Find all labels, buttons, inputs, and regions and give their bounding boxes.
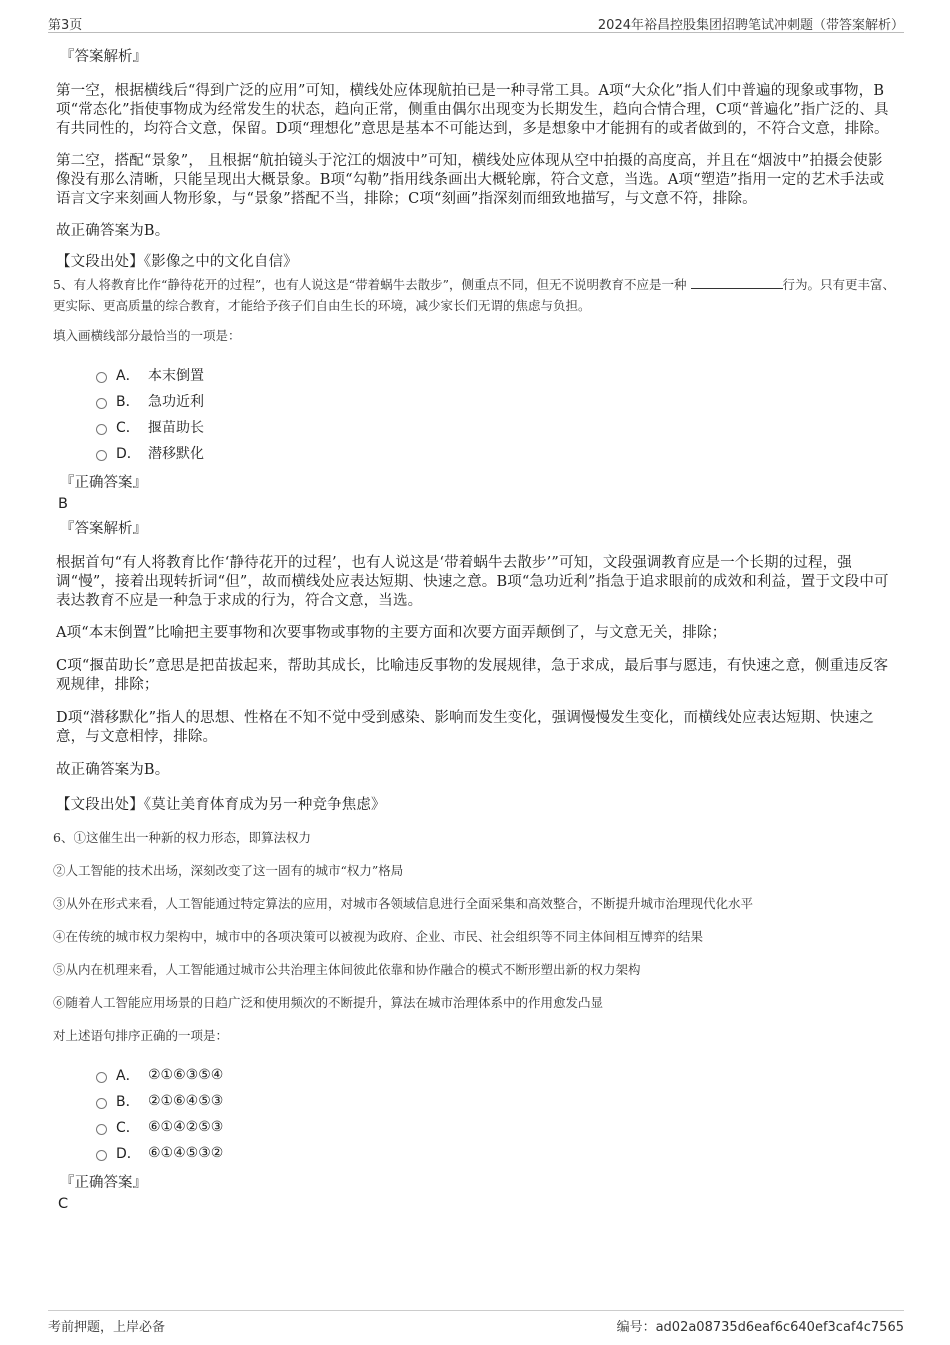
option-letter: A．	[116, 368, 140, 384]
answer-heading: 『正确答案』	[60, 1175, 147, 1191]
option-letter: C．	[116, 420, 140, 436]
source-citation: 【文段出处】《影像之中的文化自信》	[56, 254, 298, 270]
explain-heading: 『答案解析』	[60, 521, 147, 537]
option-letter: C．	[116, 1120, 140, 1136]
explain-conclusion: 故正确答案为B。	[56, 762, 170, 778]
radio-button[interactable]	[96, 398, 107, 409]
answer-blank	[691, 276, 783, 289]
radio-button[interactable]	[96, 450, 107, 461]
option-c[interactable]	[96, 414, 896, 440]
option-text: 急功近利	[148, 394, 204, 410]
option-text: 揠苗助长	[148, 420, 204, 436]
options-list	[96, 362, 896, 466]
page-header	[48, 12, 904, 33]
radio-button[interactable]	[96, 1072, 107, 1083]
document-title: 2024年裕昌控股集团招聘笔试冲刺题（带答案解析）	[597, 18, 904, 33]
option-letter: B．	[116, 394, 140, 410]
question-prompt: 填入画横线部分最恰当的一项是：	[53, 328, 241, 343]
page-number: 第3页	[48, 18, 83, 33]
explain-paragraph: 第二空，搭配“景象”， 且根据“航拍镜头于沱江的烟波中”可知，横线处应体现从空中拍摄的高度高，并且在“烟波中”拍摄会使影像没有那么清晰，只能呈现出大概景象。B项“勾勒”指用线条画出大概轮廓，符合文意，当选。A项“塑造”指用一定的艺术手法或语言文字来刻画人物形象，与“景象”搭配不当，排除；C项“刻画”指深刻而细致地描写，与文意不符，排除。	[56, 153, 885, 207]
page-footer	[48, 1310, 904, 1335]
radio-button[interactable]	[96, 372, 107, 383]
answer-heading: 『正确答案』	[60, 475, 147, 491]
explain-paragraph: 第一空，根据横线后“得到广泛的应用”可知，横线处应体现航拍已是一种寻常工具。A项“大众化”指人们中普遍的现象或事物，B项“常态化”指使事物成为经常发生的状态，趋向正常，侧重由偶尔出现变为长期发生，趋向合情合理，C项“普遍化”指广泛的、具有共同性的，均符合文意，保留。D项“理想化”意思是基本不可能达到，多是想象中才能拥有的或者做到的，不符合文意，排除。	[56, 83, 889, 137]
option-a[interactable]	[96, 362, 896, 388]
document-id: 编号：ad02a08735d6eaf6c640ef3caf4c7565	[616, 1320, 904, 1335]
explain-heading: 『答案解析』	[60, 49, 147, 65]
explain-paragraph: D项“潜移默化”指人的思想、性格在不知不觉中受到感染、影响而发生变化，强调慢慢发生变化，而横线处应表达短期、快速之意，与文意相悖，排除。	[56, 710, 874, 745]
radio-button[interactable]	[96, 424, 107, 435]
stem-part: 行为。只有更丰富、更实际、更高质量的综合教育，才能给予孩子们自由生长的环境，减少家长们无谓的焦虑与负担。	[53, 277, 896, 313]
sentence-item: ⑤从内在机理来看，人工智能通过城市公共治理主体间彼此依靠和协作融合的模式不断形塑出新的权力架构	[53, 962, 641, 977]
option-text: ⑥①④⑤③②	[148, 1145, 224, 1161]
sentence-item: ②人工智能的技术出场，深刻改变了这一固有的城市“权力”格局	[53, 863, 404, 878]
option-letter: A．	[116, 1068, 140, 1084]
correct-answer: C	[58, 1196, 69, 1212]
option-letter: D．	[116, 1146, 141, 1162]
option-c[interactable]	[96, 1114, 896, 1140]
radio-button[interactable]	[96, 1150, 107, 1161]
option-text: ⑥①④②⑤③	[148, 1119, 224, 1135]
footer-slogan: 考前押题，上岸必备	[48, 1320, 166, 1335]
stem-part: 5、有人将教育比作“静待花开的过程”，也有人说这是“带着蜗牛去散步”，侧重点不同，但无不说明教育不应是一种	[53, 277, 687, 292]
sentence-item: ③从外在形式来看，人工智能通过特定算法的应用，对城市各领域信息进行全面采集和高效整合，不断提升城市治理现代化水平	[53, 896, 754, 911]
option-text: 潜移默化	[148, 446, 204, 462]
sentence-item: 6、①这催生出一种新的权力形态，即算法权力	[53, 830, 311, 845]
option-text: ②①⑥④⑤③	[148, 1093, 224, 1109]
option-b[interactable]	[96, 1088, 896, 1114]
source-citation: 【文段出处】《莫让美育体育成为另一种竞争焦虑》	[56, 797, 386, 813]
radio-button[interactable]	[96, 1124, 107, 1135]
options-list	[96, 1062, 896, 1166]
option-letter: B．	[116, 1094, 140, 1110]
explain-paragraph: A项“本末倒置”比喻把主要事物和次要事物或事物的主要方面和次要方面弄颠倒了，与文意无关，排除；	[56, 625, 727, 641]
option-d[interactable]	[96, 440, 896, 466]
question-prompt: 对上述语句排序正确的一项是：	[53, 1028, 229, 1043]
radio-button[interactable]	[96, 1098, 107, 1109]
option-text: ②①⑥③⑤④	[148, 1067, 224, 1083]
option-text: 本末倒置	[148, 368, 204, 384]
option-letter: D．	[116, 446, 141, 462]
option-a[interactable]	[96, 1062, 896, 1088]
question-stem	[53, 274, 896, 316]
option-d[interactable]	[96, 1140, 896, 1166]
correct-answer: B	[58, 496, 68, 512]
explain-paragraph: C项“揠苗助长”意思是把苗拔起来，帮助其成长，比喻违反事物的发展规律，急于求成，最后事与愿违，有快速之意，侧重违反客观规律，排除；	[56, 658, 889, 693]
option-b[interactable]	[96, 388, 896, 414]
page-content	[53, 44, 896, 1214]
sentence-item: ④在传统的城市权力架构中，城市中的各项决策可以被视为政府、企业、市民、社会组织等不同主体间相互博弈的结果	[53, 929, 704, 944]
sentence-item: ⑥随着人工智能应用场景的日趋广泛和使用频次的不断提升，算法在城市治理体系中的作用愈发凸显	[53, 995, 604, 1010]
explain-paragraph: 根据首句“有人将教育比作‘静待花开的过程’，也有人说这是‘带着蜗牛去散步’”可知，文段强调教育应是一个长期的过程，强调“慢”，接着出现转折词“但”，故而横线处应表达短期、快速之意。B项“急功近利”指急于追求眼前的成效和利益，置于文段中可表达教育不应是一种急于求成的行为，符合文意，当选。	[56, 555, 889, 609]
explain-conclusion: 故正确答案为B。	[56, 223, 170, 239]
